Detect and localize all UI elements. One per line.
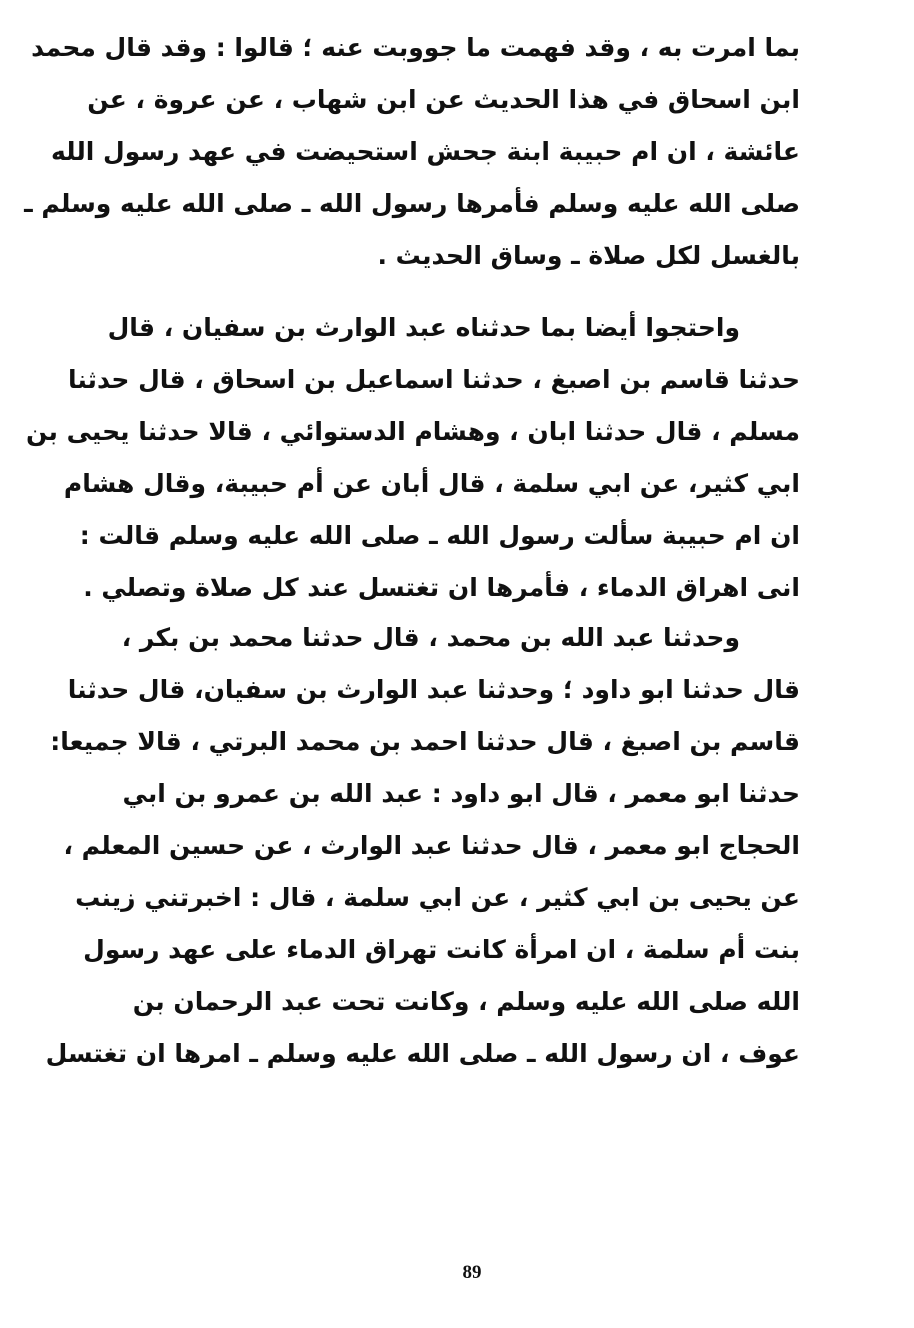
text-line: مسلم ، قال حدثنا ابان ، وهشام الدستوائي ، قالا حدثنا يحيى بن <box>26 417 800 446</box>
text-line: واحتجوا أيضا بما حدثناه عبد الوارث بن سفيان ، قال <box>107 313 740 342</box>
text-line: عوف ، ان رسول الله ـ صلى الله عليه وسلم ـ امرها ان تغتسل <box>45 1039 800 1068</box>
text-line: ان ام حبيبة سألت رسول الله ـ صلى الله عليه وسلم قالت : <box>79 521 800 550</box>
text-line: عائشة ، ان ام حبيبة ابنة جحش استحيضت في عهد رسول الله <box>50 137 800 166</box>
text-line: قاسم بن اصبغ ، قال حدثنا احمد بن محمد البرتي ، قالا جميعا: <box>50 727 800 756</box>
text-line: حدثنا قاسم بن اصبغ ، حدثنا اسماعيل بن اسحاق ، قال حدثنا <box>67 365 800 394</box>
text-line: صلى الله عليه وسلم فأمرها رسول الله ـ صلى الله عليه وسلم ـ <box>24 189 800 218</box>
text-line: وحدثنا عبد الله بن محمد ، قال حدثنا محمد بن بكر ، <box>121 623 740 652</box>
text-line: الله صلى الله عليه وسلم ، وكانت تحت عبد الرحمان بن <box>132 987 800 1016</box>
text-line: بما امرت به ، وقد فهمت ما جووبت عنه ؛ قالوا : وقد قال محمد <box>31 33 800 62</box>
paragraph-1 <box>24 22 800 282</box>
text-line: ابن اسحاق في هذا الحديث عن ابن شهاب ، عن عروة ، عن <box>87 85 800 114</box>
text-line: بنت أم سلمة ، ان امرأة كانت تهراق الدماء على عهد رسول <box>83 935 800 964</box>
text-line: بالغسل لكل صلاة ـ وساق الحديث . <box>377 241 800 270</box>
paragraph-2 <box>26 302 800 614</box>
text-line: عن يحيى بن ابي كثير ، عن ابي سلمة ، قال : اخبرتني زينب <box>75 883 800 912</box>
text-line: ابي كثير، عن ابي سلمة ، قال أبان عن أم حبيبة، وقال هشام <box>63 469 800 498</box>
page-number: 89 <box>462 1262 482 1283</box>
text-line: انى اهراق الدماء ، فأمرها ان تغتسل عند كل صلاة وتصلي . <box>83 573 800 602</box>
text-line: حدثنا ابو معمر ، قال ابو داود : عبد الله بن عمرو بن ابي <box>122 779 800 808</box>
text-line: الحجاج ابو معمر ، قال حدثنا عبد الوارث ، عن حسين المعلم ، <box>63 831 800 860</box>
text-line: قال حدثنا ابو داود ؛ وحدثنا عبد الوارث بن سفيان، قال حدثنا <box>67 675 800 704</box>
paragraph-3 <box>45 612 800 1080</box>
